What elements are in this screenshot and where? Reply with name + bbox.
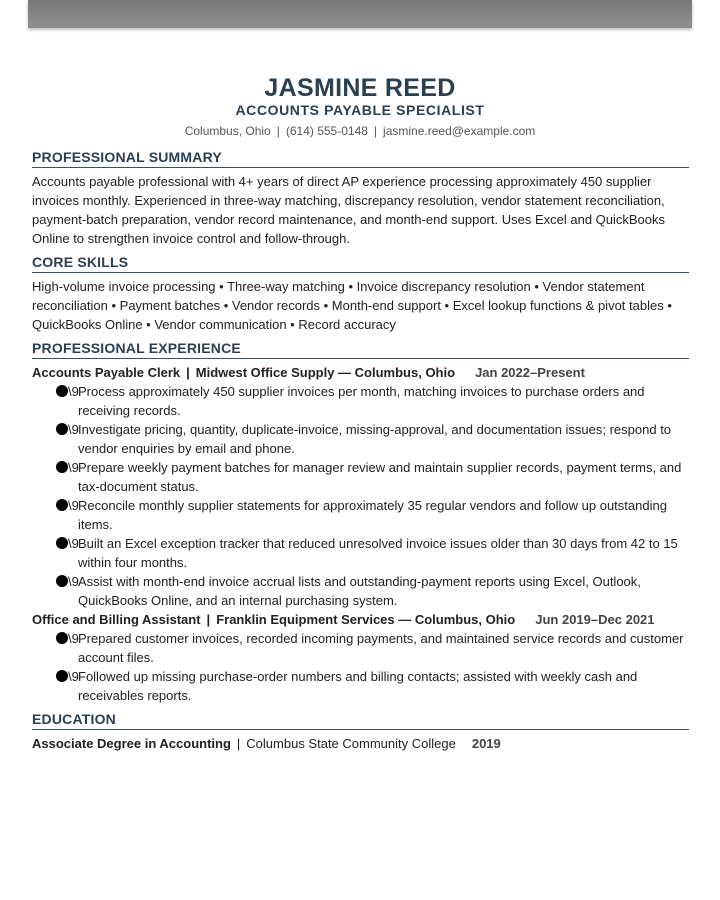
resume-body <box>32 149 689 753</box>
job-entry <box>32 610 689 705</box>
bullet-dot-icon <box>56 632 68 644</box>
list-item <box>56 572 689 610</box>
summary-heading: PROFESSIONAL SUMMARY <box>32 149 689 168</box>
list-item <box>56 496 689 534</box>
education-school: Columbus State Community College <box>246 736 456 751</box>
job-bullet-list <box>32 382 689 610</box>
bullet-prefix: \9 <box>68 460 79 475</box>
bullet-text: Prepared customer invoices, recorded incoming payments, and maintained service records and customer account files. <box>78 631 684 665</box>
bullet-dot-icon <box>56 575 68 587</box>
education-entry <box>32 734 689 753</box>
job-bullet-list <box>32 629 689 705</box>
job-dates: Jan 2022–Present <box>475 365 585 380</box>
summary-text: Accounts payable professional with 4+ years of direct AP experience processing approximately 450 supplier invoices monthly. Experienced in three-way matching, discrepancy resolution, vendor statement reconciliation, payment-batch preparation, vendor record maintenance, and month-end support. Uses Excel and QuickBooks Online to strengthen invoice control and follow-through. <box>32 174 666 246</box>
bullet-text: Prepare weekly payment batches for manager review and maintain supplier records, payment terms, and tax-document status. <box>78 460 682 494</box>
list-item <box>56 667 689 705</box>
bullet-prefix: \9 <box>68 631 79 646</box>
experience-heading: PROFESSIONAL EXPERIENCE <box>32 340 689 359</box>
bullet-marker <box>56 572 79 591</box>
candidate-name: JASMINE REED <box>264 74 456 102</box>
skills-text: High-volume invoice processing • Three-way matching • Invoice discrepancy resolution • Vendor statement reconciliation • Payment batches • Vendor records • Month-end support • Excel lookup functions & pivot tables • QuickBooks Online • Vendor communication • Record accuracy <box>32 279 672 332</box>
contact-separator: | <box>276 124 280 138</box>
bullet-prefix: \9 <box>68 422 79 437</box>
education-separator: | <box>236 736 241 751</box>
candidate-title: ACCOUNTS PAYABLE SPECIALIST <box>235 102 485 118</box>
bullet-prefix: \9 <box>68 536 79 551</box>
bullet-prefix: \9 <box>68 669 79 684</box>
skills-heading: CORE SKILLS <box>32 254 689 273</box>
job-header <box>32 363 689 382</box>
bullet-dot-icon <box>56 499 68 511</box>
job-role: Accounts Payable Clerk <box>32 365 181 380</box>
bullet-marker <box>56 420 79 439</box>
list-item <box>56 420 689 458</box>
bullet-prefix: \9 <box>68 574 79 589</box>
list-item <box>56 382 689 420</box>
contact-location: Columbus, Ohio <box>184 124 271 138</box>
job-dates: Jun 2019–Dec 2021 <box>535 612 655 627</box>
bullet-text: Investigate pricing, quantity, duplicate-invoice, missing-approval, and documentation issues; respond to vendor enquiries by email and phone. <box>78 422 672 456</box>
list-item <box>56 534 689 572</box>
bullet-dot-icon <box>56 423 68 435</box>
bullet-marker <box>56 382 79 401</box>
job-entry <box>32 363 689 610</box>
job-header <box>32 610 689 629</box>
bullet-marker <box>56 496 79 515</box>
contact-separator: | <box>373 124 378 138</box>
bullet-text: Reconcile monthly supplier statements for approximately 35 regular vendors and follow up outstanding items. <box>78 498 667 532</box>
job-company: Franklin Equipment Services — Columbus, Ohio <box>216 612 516 627</box>
contact-email: jasmine.reed@example.com <box>383 124 536 138</box>
job-role: Office and Billing Assistant <box>32 612 201 627</box>
job-company: Midwest Office Supply — Columbus, Ohio <box>195 365 456 380</box>
bullet-dot-icon <box>56 385 68 397</box>
bullet-marker <box>56 534 79 553</box>
bullet-text: Assist with month-end invoice accrual lists and outstanding-payment reports using Excel, Outlook, QuickBooks Online, and an internal purchasing system. <box>78 574 641 608</box>
contact-phone: (614) 555-0148 <box>285 124 368 138</box>
education-degree: Associate Degree in Accounting <box>32 736 231 751</box>
bullet-marker <box>56 629 79 648</box>
job-separator: | <box>186 365 190 380</box>
list-item <box>56 629 689 667</box>
education-year: 2019 <box>471 736 501 751</box>
bullet-text: Process approximately 450 supplier invoices per month, matching invoices to purchase orders and receiving records. <box>78 384 645 418</box>
bullet-dot-icon <box>56 670 68 682</box>
contact-line <box>0 123 720 139</box>
bullet-dot-icon <box>56 461 68 473</box>
job-separator: | <box>206 612 211 627</box>
bullet-dot-icon <box>56 537 68 549</box>
bullet-marker <box>56 667 79 686</box>
bullet-marker <box>56 458 79 477</box>
bullet-text: Followed up missing purchase-order numbers and billing contacts; assisted with weekly cash and receivables reports. <box>78 669 638 703</box>
bullet-text: Built an Excel exception tracker that reduced unresolved invoice issues older than 30 days from 42 to 15 within four months. <box>78 536 678 570</box>
document-top-bar <box>28 0 692 28</box>
bullet-prefix: \9 <box>68 384 79 399</box>
list-item <box>56 458 689 496</box>
education-heading: EDUCATION <box>32 711 689 730</box>
bullet-prefix: \9 <box>68 498 79 513</box>
resume-header <box>0 74 720 139</box>
